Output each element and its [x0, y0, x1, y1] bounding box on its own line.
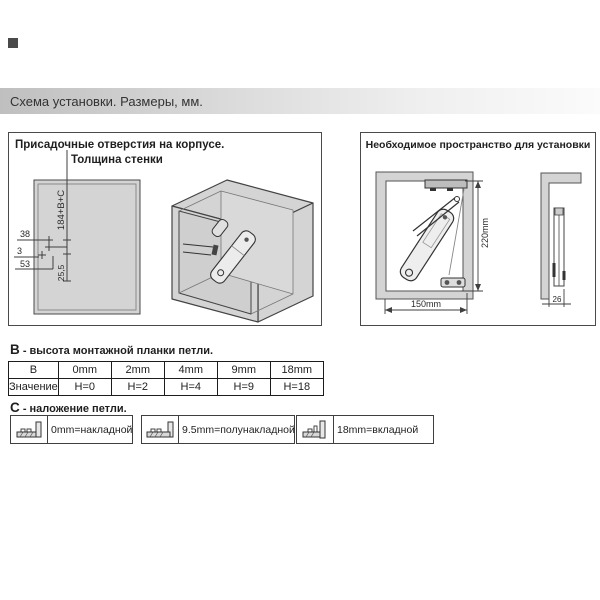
dim-total-height: 184+B+C — [56, 189, 67, 231]
table-value-cell: H=0 — [58, 379, 111, 396]
overlay-option — [10, 415, 133, 444]
dim-25-5: 25,5 — [56, 264, 66, 282]
closed-stay-drawing — [541, 173, 581, 299]
section-c-label — [10, 400, 127, 415]
table-value-cell: H=18 — [270, 379, 323, 396]
drilling-holes-panel — [8, 132, 322, 326]
table-header-cell: 2mm — [111, 362, 164, 379]
page-corner-marker — [8, 38, 18, 48]
left-panel-title: Присадочные отверстия на корпусе. — [15, 139, 225, 151]
half-overlay-option — [141, 415, 295, 444]
dim-38: 38 — [20, 229, 31, 239]
table-header-cell: 18mm — [270, 362, 323, 379]
table-row-label: Значение — [9, 379, 59, 396]
dim-3: 3 — [17, 246, 23, 256]
space-drawing — [361, 133, 593, 323]
inset-hinge-icon — [297, 416, 334, 443]
table-value-cell: H=4 — [164, 379, 217, 396]
table-value-row — [9, 379, 324, 396]
section-header — [0, 88, 600, 114]
table-header-cell: 4mm — [164, 362, 217, 379]
installation-space-panel — [360, 132, 596, 326]
overlay-hinge-icon — [11, 416, 48, 443]
table-header-cell: B — [9, 362, 59, 379]
section-c-text: - наложение петли. — [22, 403, 127, 415]
half-overlay-option-label: 9.5mm=полунакладной — [182, 423, 295, 436]
right-panel-title: Необходимое пространство для установки — [365, 139, 591, 151]
section-b-label — [10, 342, 213, 357]
dim-220mm: 220mm — [480, 217, 490, 249]
inset-option — [296, 415, 434, 444]
table-value-cell: H=2 — [111, 379, 164, 396]
dim-150mm: 150mm — [410, 299, 442, 309]
inset-option-label: 18mm=вкладной — [337, 423, 419, 436]
overlay-option-label: 0mm=накладной — [51, 423, 133, 436]
table-value-cell: H=9 — [217, 379, 270, 396]
section-c-letter: C — [10, 400, 20, 415]
drilling-drawing — [9, 133, 319, 323]
section-b-text: - высота монтажной планки петли. — [22, 345, 214, 357]
open-stay-drawing — [376, 172, 473, 299]
table-header-row — [9, 362, 324, 379]
table-header-cell: 9mm — [217, 362, 270, 379]
section-b-letter: B — [10, 342, 20, 357]
table-header-cell: 0mm — [58, 362, 111, 379]
half-overlay-hinge-icon — [142, 416, 179, 443]
wall-thickness-label: Толщина стенки — [71, 154, 163, 166]
mounting-plate-table — [8, 361, 324, 396]
dim-26: 26 — [552, 295, 562, 304]
dim-53: 53 — [20, 259, 31, 269]
page-title: Схема установки. Размеры, мм. — [10, 93, 203, 109]
